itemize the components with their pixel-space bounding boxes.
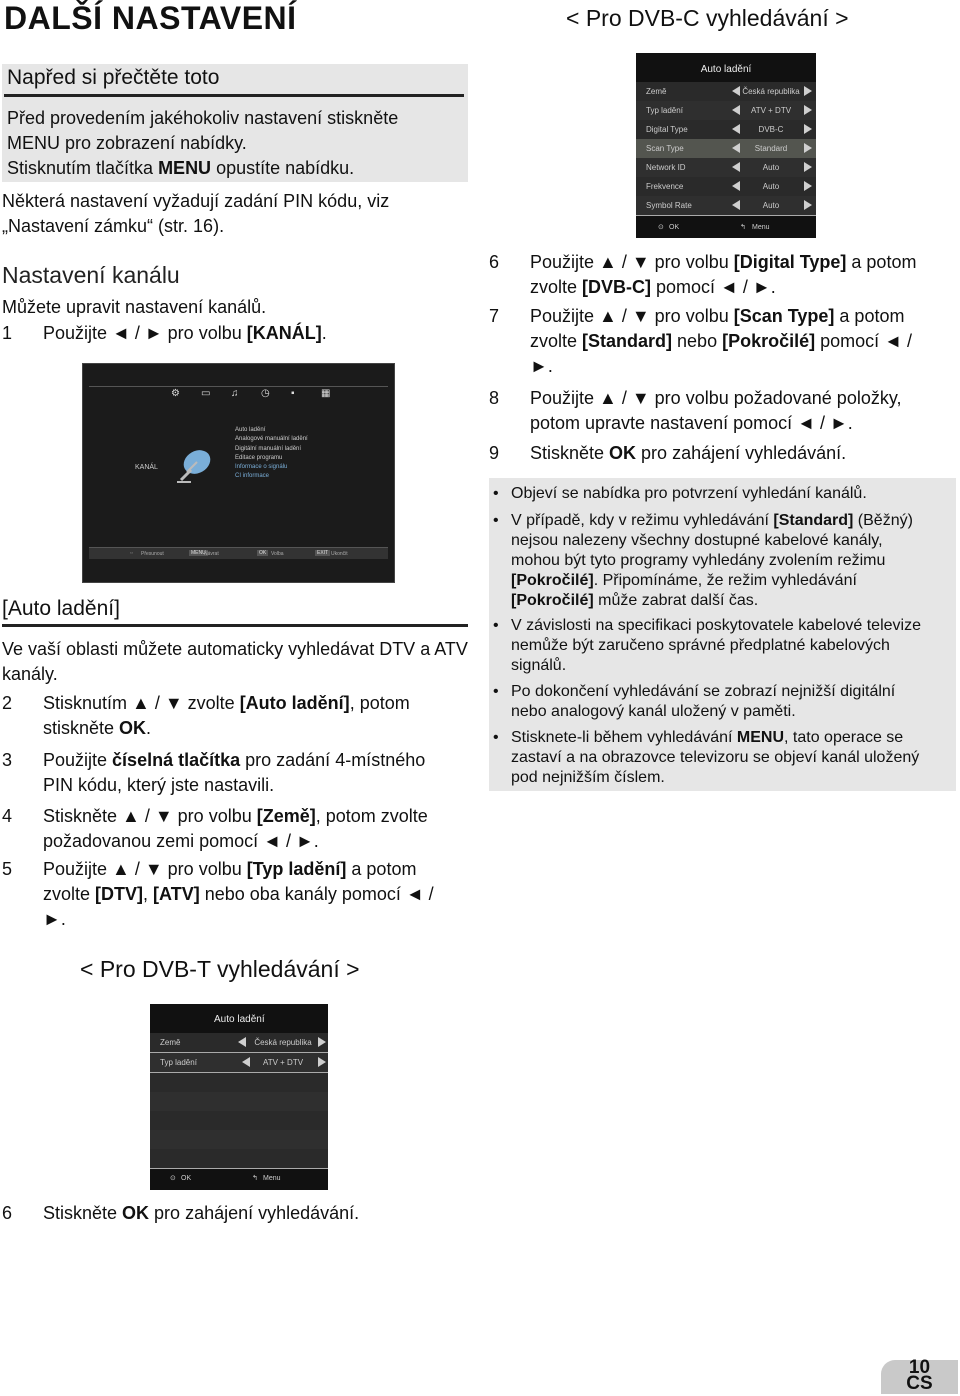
page-number-badge <box>881 1357 958 1394</box>
menu-row-network-id[interactable]: Network ID Auto <box>636 158 816 178</box>
arrow-right-icon[interactable] <box>804 162 812 172</box>
step-8: 8 Použijte ▲ / ▼ pro volbu požadované položky, potom upravte nastavení pomocí ◄ / ►. <box>489 388 902 433</box>
satellite-dish-icon <box>175 444 215 484</box>
clock-icon: ◷ <box>261 388 270 399</box>
step-9: 9 Stiskněte OK pro zahájení vyhledávání. <box>489 443 847 463</box>
step-2: 2 Stisknutím ▲ / ▼ zvolte [Auto ladění], potom stiskněte OK. <box>2 693 410 738</box>
channel-heading: Nastavení kanálu <box>2 262 180 288</box>
menu-title: Auto ladění <box>700 64 752 75</box>
menu-item[interactable]: Auto ladění <box>235 427 266 433</box>
read-first-line3: Stisknutím tlačítka MENU opustíte nabídku. <box>7 158 355 178</box>
channel-intro: Můžete upravit nastavení kanálů. <box>2 297 267 317</box>
menu-row-country[interactable]: Země Česká republika <box>150 1033 328 1053</box>
note-item: • V případě, kdy v režimu vyhledávání [Standard] (Běžný) nejsou nalezeny všechny dostupné kabelové kanály, mohou být tyto programy vyhledány zvolením režimu [Pokročilé]. Připomínáme, že režim vyhledávání [Pokročilé] může zabrat další čas. <box>493 512 913 609</box>
page-language: CS <box>906 1373 933 1394</box>
picture-icon: ⚙ <box>171 388 180 399</box>
divider <box>2 624 468 627</box>
auto-tuning-intro: Ve vaší oblasti můžete automaticky vyhledávat DTV a ATV kanály. <box>2 639 468 684</box>
menu-row-tuning-type[interactable]: Typ ladění ATV + DTV <box>150 1053 328 1073</box>
menu-item[interactable]: Editace programu <box>235 454 283 461</box>
menu-item[interactable]: Digitální manuální ladění <box>235 445 302 452</box>
step-4: 4 Stiskněte ▲ / ▼ pro volbu [Země], potom zvolte požadovanou zemi pomocí ◄ / ►. <box>2 806 428 851</box>
pin-note-line1: Některá nastavení vyžadují zadání PIN kódu, viz <box>2 191 390 211</box>
menu-row-scan-type[interactable]: Scan Type Standard <box>636 139 816 159</box>
menu-row-country[interactable]: Země Česká republika <box>636 82 816 102</box>
menu-row-frequency[interactable]: Frekvence Auto <box>636 177 816 197</box>
auto-tuning-heading: [Auto ladění] <box>2 597 120 620</box>
arrow-right-icon[interactable] <box>804 124 812 134</box>
step-6-dvbc: 6 Použijte ▲ / ▼ pro volbu [Digital Type] a potom zvolte [DVB-C] pomocí ◄ / ►. <box>489 252 917 297</box>
menu-footer: ⊙ OK ↰ Menu <box>658 224 770 231</box>
menu-row-disabled <box>150 1111 328 1131</box>
channel-category-label: KANÁL <box>135 464 158 471</box>
arrow-right-icon[interactable] <box>318 1057 326 1067</box>
grid-icon: ▦ <box>321 388 331 399</box>
note-item: • Po dokončení vyhledávání se zobrazí nejnižší digitální nebo analogový kanál uložený v paměti. <box>493 683 896 720</box>
return-icon: ↰ <box>252 1175 258 1182</box>
lock-icon: ▪ <box>291 388 295 399</box>
menu-row-disabled <box>150 1073 328 1093</box>
step-5: 5 Použijte ▲ / ▼ pro volbu [Typ ladění] a potom zvolte [DTV], [ATV] nebo oba kanály pomocí ◄ / ►. <box>2 859 434 929</box>
step-1: 1 Použijte ◄ / ► pro volbu [KANÁL]. <box>2 323 327 343</box>
channel-menu-screen <box>82 363 395 583</box>
pin-note-line2: „Nastavení zámku“ (str. 16). <box>2 216 225 236</box>
move-icon: ⇔ <box>129 550 134 556</box>
note-item: • Objeví se nabídka pro potvrzení vyhledání kanálů. <box>493 485 867 502</box>
menu-footer: ⊙ OK ↰ Menu <box>170 1175 281 1182</box>
arrow-right-icon[interactable] <box>804 200 812 210</box>
step-7: 7 Použijte ▲ / ▼ pro volbu [Scan Type] a potom zvolte [Standard] nebo [Pokročilé] pomocí ◄ / ►. <box>489 306 912 376</box>
page-number: 10 <box>908 1357 931 1378</box>
read-first-line2: MENU pro zobrazení nabídky. <box>7 133 247 153</box>
music-icon: ♫ <box>231 388 239 399</box>
arrow-left-icon[interactable] <box>238 1037 246 1047</box>
step-3: 3 Použijte číselná tlačítka pro zadání 4-místného PIN kódu, který jste nastavili. <box>2 750 426 795</box>
menu-row-symbol-rate[interactable]: Symbol Rate Auto <box>636 196 816 216</box>
arrow-right-icon[interactable] <box>318 1037 326 1047</box>
arrow-right-icon[interactable] <box>804 105 812 115</box>
arrow-right-icon[interactable] <box>804 181 812 191</box>
dvbc-auto-tuning-menu <box>636 53 816 238</box>
menu-row-disabled <box>150 1092 328 1112</box>
dvbt-auto-tuning-menu <box>150 1004 328 1190</box>
arrow-right-icon[interactable] <box>804 86 812 96</box>
monitor-icon: ▭ <box>201 388 211 399</box>
divider <box>4 94 464 97</box>
step-6-dvbt: 6 Stiskněte OK pro zahájení vyhledávání. <box>2 1203 360 1223</box>
return-icon: ↰ <box>740 224 746 231</box>
channel-menu-footer: ⇔ Přesunout MENU Návrat OK Volba EXIT Ukončit <box>89 547 388 559</box>
menu-row-disabled <box>150 1130 328 1150</box>
ok-icon: ⊙ <box>658 224 664 231</box>
dvbt-heading: < Pro DVB-T vyhledávání > <box>80 956 360 982</box>
menu-item[interactable]: Analogové manuální ladění <box>235 436 308 443</box>
read-first-heading: Napřed si přečtěte toto <box>7 66 220 89</box>
page-title: DALŠÍ NASTAVENÍ <box>4 0 297 36</box>
menu-row-disabled <box>150 1149 328 1169</box>
menu-title: Auto ladění <box>214 1014 265 1025</box>
note-item: • V závislosti na specifikaci poskytovatele kabelové televize nemůže být zaručeno správné předplatné kabelových signálů. <box>493 617 921 674</box>
note-item: • Stisknete-li během vyhledávání MENU, tato operace se zastaví a na obrazovce televizoru se objeví kanál uložený pod nejnižším číslem. <box>493 729 920 786</box>
arrow-right-icon[interactable] <box>804 143 812 153</box>
menu-item[interactable]: CI informace <box>235 473 270 480</box>
menu-item[interactable]: Informace o signálu <box>235 464 288 471</box>
ok-icon: ⊙ <box>170 1175 176 1182</box>
menu-row-digital-type[interactable]: Digital Type DVB-C <box>636 120 816 140</box>
read-first-line1: Před provedením jakéhokoliv nastavení stiskněte <box>7 108 399 128</box>
channel-menu-items <box>235 426 308 482</box>
menu-row-tuning-type[interactable]: Typ ladění ATV + DTV <box>636 101 816 121</box>
dvbc-heading: < Pro DVB-C vyhledávání > <box>566 5 849 31</box>
